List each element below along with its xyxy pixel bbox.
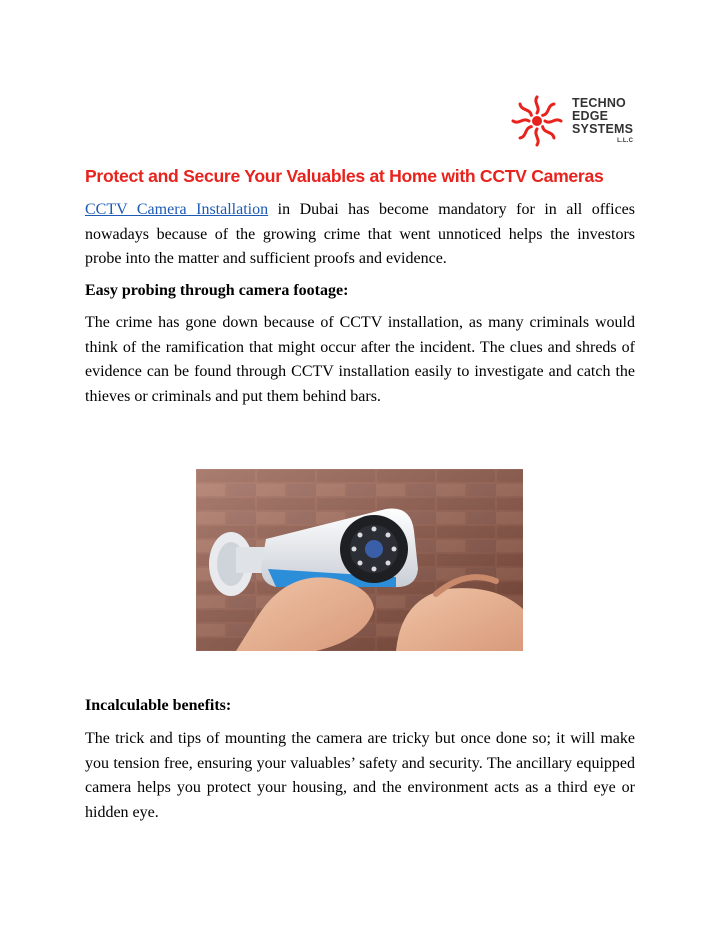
- logo-emblem-icon: [508, 92, 566, 150]
- cctv-camera-illustration: [196, 469, 523, 651]
- logo-line-edge: EDGE: [572, 109, 609, 123]
- section-heading-probing: Easy probing through camera footage:: [85, 282, 349, 299]
- section-body-probing: The crime has gone down because of CCTV installation, as many criminals would think of the ramification that might occur after the incident. The clues and shreds of evidence can be found through CCTV installation easily to investigate and catch the thieves or criminals and put them behind bars.: [85, 314, 635, 405]
- page-title: Protect and Secure Your Valuables at Home with CCTV Cameras: [85, 166, 604, 186]
- logo-wordmark: [572, 97, 633, 145]
- section-body-benefits: The trick and tips of mounting the camera are tricky but once done so; it will make you tension free, ensuring your valuables’ safety and security. The ancillary equipped camera helps you protect your housing, and the environment acts as a third eye or hidden eye.: [85, 730, 635, 821]
- logo-line-techno: TECHNO: [572, 96, 626, 110]
- logo-suffix: L.L.C: [617, 138, 634, 144]
- cctv-installation-link[interactable]: CCTV Camera Installation: [85, 201, 269, 218]
- section-heading-benefits: Incalculable benefits:: [85, 697, 232, 714]
- cctv-camera-photo: [196, 469, 523, 651]
- company-logo: [508, 92, 633, 150]
- logo-line-systems: SYSTEMS: [572, 122, 634, 136]
- intro-paragraph: [85, 198, 635, 272]
- intro-text: in Dubai has become mandatory for in all offices nowadays because of the growing crime that went unnoticed helps the investors probe into the matter and sufficient proofs and evidence.: [85, 201, 635, 267]
